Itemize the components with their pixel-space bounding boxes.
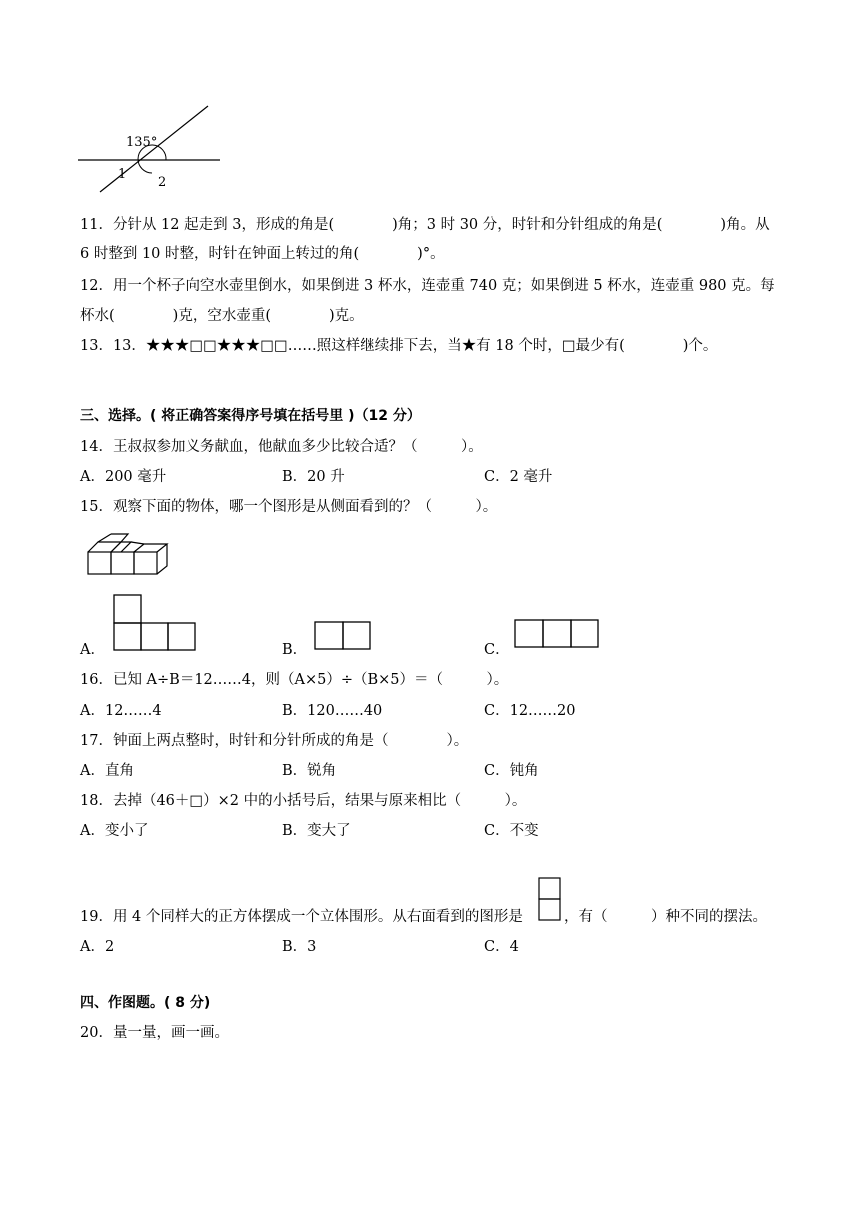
q11-line1: 11．分针从 12 起走到 3，形成的角是( )角；3 时 30 分，时针和分针组成的角是( )角。从 [80,217,770,233]
q16-text: 16．已知 A÷B＝12……4，则（A×5）÷（B×5）＝（ ）。 [80,672,509,688]
q12-line1: 12．用一个杯子向空水壶里倒水，如果倒进 3 杯水，连壶重 740 克；如果倒进 5 杯水，连壶重 980 克。每 [80,278,775,294]
q19-option-a: A．2 [80,939,115,955]
q19-option-c: C．4 [484,939,519,955]
q19-text-after: ，有（ ）种不同的摆法。 [564,909,767,925]
q18-option-c: C．不变 [484,823,539,839]
q13-text: 13．13．★★★□□★★★□□……照这样继续排下去，当★有 18 个时，□最少有( )个。 [80,338,718,354]
q18-option-b: B．变大了 [282,823,351,839]
q17-option-b: B．锐角 [282,763,337,779]
q16-option-a: A．12……4 [80,703,162,719]
q15-option-a: A． [80,642,105,658]
q18-text: 18．去掉（46＋□）×2 中的小括号后，结果与原来相比（ ）。 [80,793,527,809]
angle-label-2: 2 [158,175,167,190]
q19-option-b: B．3 [282,939,317,955]
section4-title: 四、作图题。( 8 分) [80,995,211,1011]
q17-option-a: A．直角 [80,763,134,779]
q16-option-b: B．120……40 [282,703,383,719]
q14-option-b: B．20 升 [282,469,345,485]
q15-option-b-figure [314,621,372,651]
q15-option-c-figure [514,619,600,649]
q16-option-c: C．12……20 [484,703,576,719]
q15-option-a-figure [113,594,197,652]
q15-text: 15．观察下面的物体，哪一个图形是从侧面看到的？（ ）。 [80,499,498,515]
q17-text: 17．钟面上两点整时，时针和分针所成的角是（ ）。 [80,733,469,749]
q14-option-c: C．2 毫升 [484,469,553,485]
q19-right-view-figure [538,877,562,923]
q12-line2: 杯水( )克，空水壶重( )克。 [80,308,364,324]
q20-text: 20．量一量，画一画。 [80,1025,229,1041]
q11-line2: 6 时整到 10 时整，时针在钟面上转过的角( )°。 [80,246,445,262]
q15-option-b: B． [282,642,308,658]
section3-title: 三、选择。( 将正确答案得序号填在括号里 )（12 分） [80,408,421,424]
angle-figure [70,100,230,195]
q15-option-c: C． [484,642,510,658]
angle-label-1: 1 [118,167,127,182]
q17-option-c: C．钝角 [484,763,539,779]
q14-text: 14．王叔叔参加义务献血，他献血多少比较合适？（ ）。 [80,439,483,455]
q14-option-a: A．200 毫升 [80,469,167,485]
angle-label-135: 135° [126,135,158,150]
cube-object-figure [86,532,172,578]
q19-text-before: 19．用 4 个同样大的正方体摆成一个立体围形。从右面看到的图形是 [80,909,523,925]
q18-option-a: A．变小了 [80,823,149,839]
